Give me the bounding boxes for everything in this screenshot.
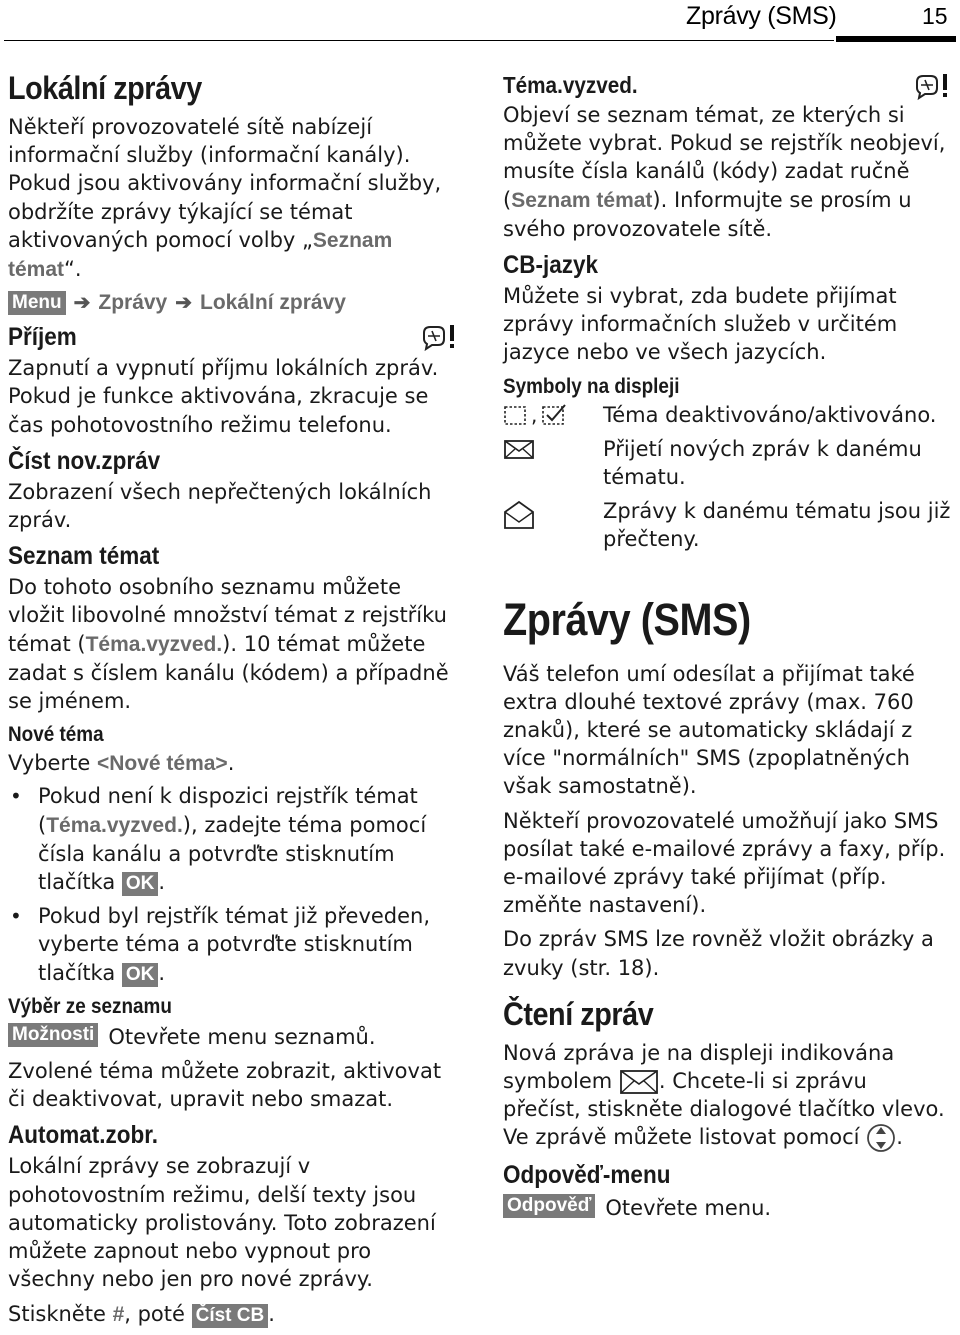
automat-press: Stiskněte #, poté Číst CB . (8, 1301, 275, 1326)
sms-paragraph-3: Do zpráv SMS lze rovněž vložit obrázky a zvuky (str. 18). (503, 927, 934, 980)
heading-cist: Číst nov.zpráv (8, 446, 161, 475)
nove-bullets (8, 782, 458, 986)
options-softkey[interactable]: Možnosti (8, 1023, 98, 1047)
section-heading-local-messages: Lokální zprávy (8, 70, 202, 106)
symbol-row-new-message: Přijetí nových zpráv k danému tématu. (503, 435, 951, 491)
menu-softkey[interactable]: Menu (8, 291, 66, 315)
seznam-text: Do tohoto osobního seznamu můžete vložit libovolné množství témat z rejstříku témat (Téma.vyzved.). 10 témat můžete zadat s číslem kanálu (kódem) a případně se jménem. (8, 575, 449, 714)
vyber-softkey-row: Možnosti Otevřete menu seznamů. (8, 1023, 458, 1051)
network-service-icon (418, 321, 458, 353)
running-title: Zprávy (SMS) (686, 2, 837, 30)
page-number: 15 (922, 3, 948, 29)
heading-symbols: Symboly na displeji (503, 374, 680, 398)
sms-paragraph-1: Váš telefon umí odesílat a přijímat také extra dlouhé textové zprávy (max. 760 znaků), které se automaticky skládají z více "normálních" SMS (zpoplatněných však samostatně). (503, 661, 915, 799)
cist-text: Zobrazení všech nepřečtených lokálních zpráv. (8, 479, 432, 533)
header-rule (4, 40, 834, 41)
sms-paragraph-2: Někteří provozovatelé umožňují jako SMS posílat také e-mailové zprávy a faxy, příp. e-mailové zprávy také přijímat (příp. změňte nastavení). (503, 808, 946, 918)
reply-softkey-row: Odpověď Otevřete menu. (503, 1194, 951, 1222)
intro-paragraph: Někteří provozovatelé sítě nabízejí informační služby (informační kanály). Pokud jsou aktivovány informační služby, obdržíte zprávy týkající se témat aktivovaných pomocí volby „Seznam témat“. (8, 115, 442, 282)
tema-text: Objeví se seznam témat, ze kterých si můžete vybrat. Pokud se rejstřík neobjeví, musíte čísla kanálů (kódy) zadat ručně (Seznam témat). Informujte se prosím u svého provozovatele sítě. (503, 103, 946, 241)
read-cb-softkey[interactable]: Číst CB (192, 1304, 269, 1328)
symbol-separator: , (531, 402, 538, 427)
heading-reply-menu: Odpověď-menu (503, 1161, 671, 1190)
envelope-open-icon (503, 499, 535, 531)
left-column (8, 68, 458, 1335)
navigation-key-icon[interactable] (866, 1123, 896, 1153)
prijem-text: Zapnutí a vypnutí příjmu lokálních zpráv. Pokud je funkce aktivována, zkracuje se čas pohotovostního režimu telefonu. (8, 356, 439, 437)
ok-softkey[interactable]: OK (122, 872, 159, 896)
network-service-icon (911, 70, 951, 102)
symbol-row-topic-state: , Téma deaktivováno/aktivováno. (503, 401, 951, 429)
ok-softkey[interactable]: OK (122, 963, 159, 987)
menu-path (8, 290, 458, 315)
path-step-messages: Zprávy (98, 290, 168, 314)
path-step-local-messages: Lokální zprávy (200, 290, 346, 314)
heading-seznam: Seznam témat (8, 542, 160, 571)
header-thick-rule (836, 36, 956, 42)
cb-text: Můžete si vybrat, zda budete přijímat zprávy informačních služeb v určitém jazyce nebo ve všech jazycích. (503, 284, 898, 365)
heading-vyber: Výběr ze seznamu (8, 994, 172, 1018)
nove-text: Vyberte <Nové téma>. (8, 751, 235, 776)
topic-inactive-icon (503, 403, 527, 427)
list-item: • Pokud není k dispozici rejstřík témat (Téma.vyzved.), zadejte téma pomocí čísla kanálu a potvrďte stisknutím tlačítka OK . (10, 784, 427, 895)
heading-cb-language: CB-jazyk (503, 251, 599, 280)
envelope-closed-icon (619, 1069, 659, 1095)
topic-active-icon (541, 403, 567, 427)
hash-key[interactable]: # (112, 1302, 125, 1326)
heading-prijem: Příjem (8, 323, 458, 352)
reply-softkey[interactable]: Odpověď (503, 1194, 595, 1218)
section-heading-reading: Čtení zpráv (503, 995, 654, 1032)
arrow-right-icon: ➔ (73, 292, 91, 315)
list-item: • Pokud byl rejstřík témat již převeden, vyberte téma a potvrďte stisknutím tlačítka OK . (10, 904, 431, 985)
heading-tema: Téma.vyzved. (503, 72, 951, 99)
right-column (503, 72, 951, 1229)
vyber-text: Zvolené téma můžete zobrazit, aktivovat či deaktivovat, upravit nebo smazat. (8, 1059, 442, 1112)
automat-text: Lokální zprávy se zobrazují v pohotovostním režimu, delší texty jsou automaticky prolistovány. Toto zobrazení můžete zapnout nebo vypnout pro všechny nebo jen pro nové zprávy. (8, 1154, 436, 1292)
heading-nove: Nové téma (8, 723, 104, 747)
section-heading-sms: Zprávy (SMS) (503, 593, 751, 645)
envelope-closed-icon (503, 437, 535, 461)
symbol-row-read-message: Zprávy k danému tématu jsou již přečteny. (503, 497, 951, 553)
cteni-text: Nová zpráva je na displeji indikována symbolem . Chcete-li si zprávu přečíst, stiskněte dialogové tlačítko vlevo. Ve zprávě můžete listovat pomocí . (503, 1039, 951, 1154)
heading-automat: Automat.zobr. (8, 1121, 159, 1150)
arrow-right-icon: ➔ (175, 292, 193, 315)
page-header (0, 0, 960, 44)
